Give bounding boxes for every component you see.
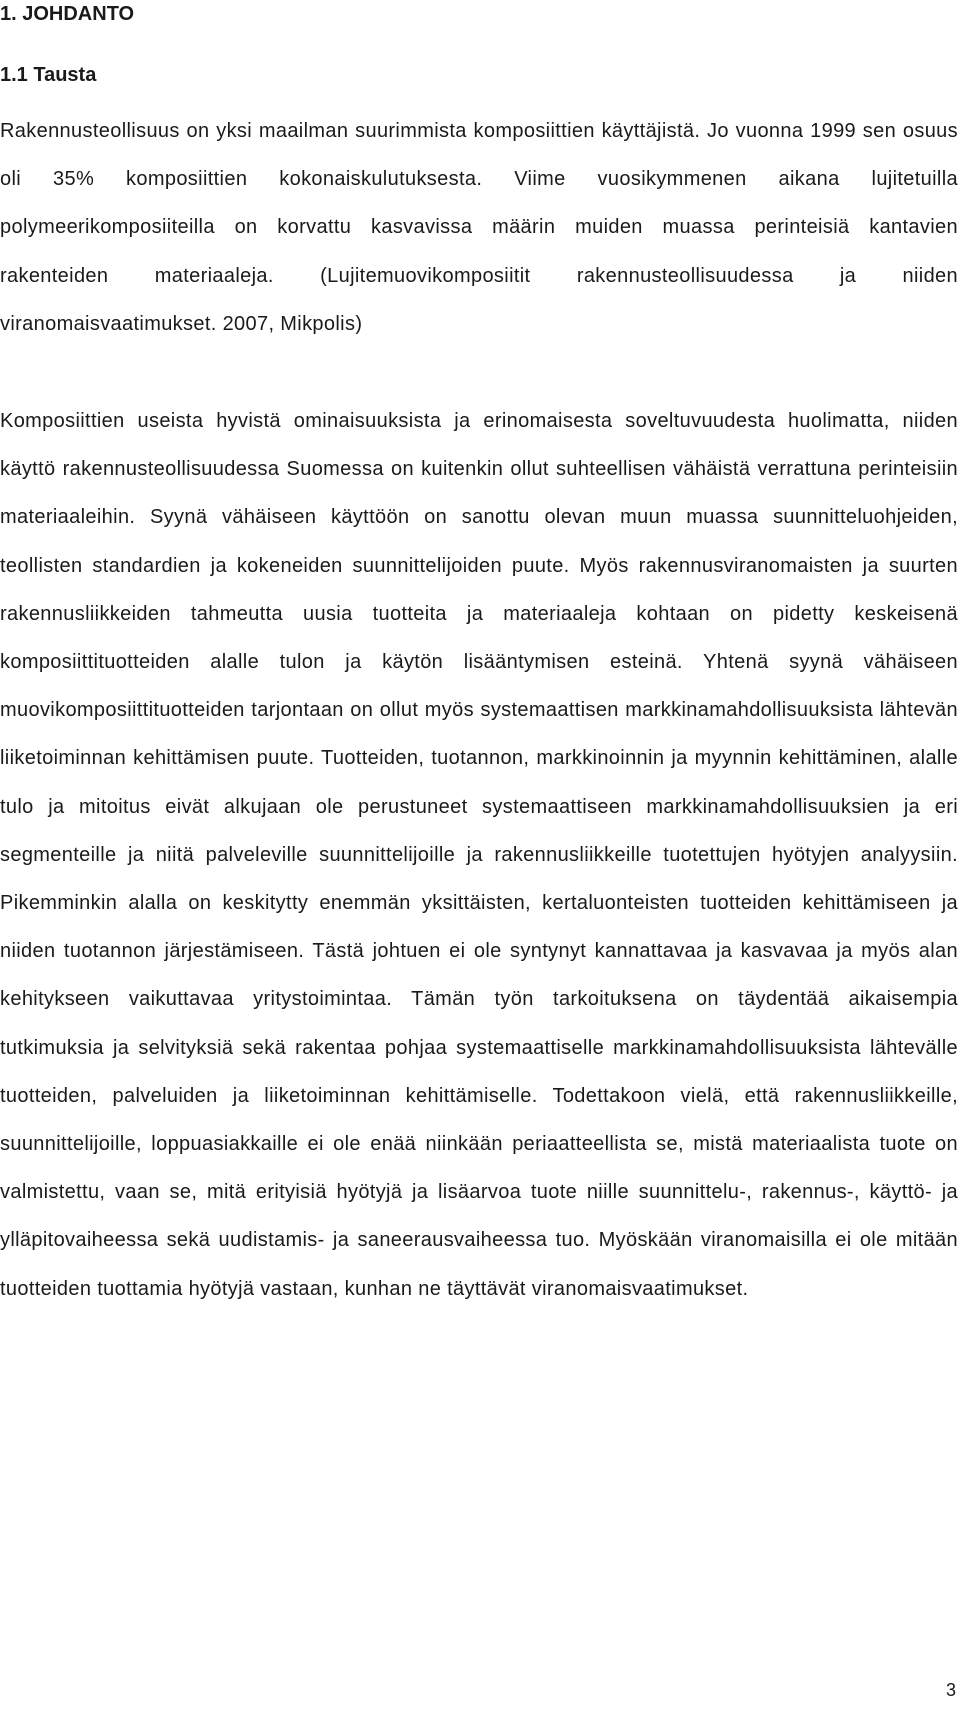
paragraph-1: Rakennusteollisuus on yksi maailman suurimmista komposiittien käyttäjistä. Jo vuonna 1999 sen osuus oli 35% komposiittien kokonaiskulutuksesta. Viime vuosikymmenen aikana lujitetuilla polymeerikomposiiteilla on korvattu kasvavissa määrin muiden muassa perinteisiä kantavien rakenteiden materiaaleja. (Lujitemuovikomposiitit rakennusteollisuudessa ja niiden viranomaisvaatimukset. 2007, Mikpolis)	[0, 120, 958, 335]
chapter-heading: 1. JOHDANTO	[0, 3, 135, 25]
page-number: 3	[945, 1680, 956, 1700]
section-heading: 1.1 Tausta	[0, 64, 97, 86]
paragraph-2: Komposiittien useista hyvistä ominaisuuksista ja erinomaisesta soveltuvuudesta huolimatta, niiden käyttö rakennusteollisuudessa Suomessa on kuitenkin ollut suhteellisen vähäistä verrattuna perinteisiin materiaaleihin. Syynä vähäiseen käyttöön on sanottu olevan muun muassa suunnitteluohjeiden, teollisten standardien ja kokeneiden suunnittelijoiden puute. Myös rakennusviranomaisten ja suurten rakennusliikkeiden tahmeutta uusia tuotteita ja materiaaleja kohtaan on pidetty keskeisenä komposiittituotteiden alalle tulon ja käytön lisääntymisen esteinä. Yhtenä syynä vähäiseen muovikomposiittituotteiden tarjontaan on ollut myös systemaattisen markkinamahdollisuuksista lähtevän liiketoiminnan kehittämisen puute. Tuotteiden, tuotannon, markkinoinnin ja myynnin kehittäminen, alalle tulo ja mitoitus eivät alkujaan ole perustuneet systemaattiseen markkinamahdollisuuksien ja eri segmenteille ja niitä palveleville suunnittelijoille ja rakennusliikkeille tuotettujen hyötyjen analyysiin. Pikemminkin alalla on keskitytty enemmän yksittäisten, kertaluonteisten tuotteiden kehittämiseen ja niiden tuotannon järjestämiseen. Tästä johtuen ei ole syntynyt kannattavaa ja kasvavaa ja myös alan kehitykseen vaikuttavaa yritystoimintaa. Tämän työn tarkoituksena on täydentää aikaisempia tutkimuksia ja selvityksiä sekä rakentaa pohjaa systemaattiselle markkinamahdollisuuksista lähtevälle tuotteiden, palveluiden ja liiketoiminnan kehittämiselle. Todettakoon vielä, että rakennusliikkeille, suunnittelijoille, loppuasiakkaille ei ole enää niinkään periaatteellista se, mistä materiaalista tuote on valmistettu, vaan se, mitä erityisiä hyötyjä ja lisäarvoa tuote niille suunnittelu-, rakennus-, käyttö- ja ylläpitovaiheessa sekä uudistamis- ja saneerausvaiheessa tuo. Myöskään viranomaisilla ei ole mitään tuotteiden tuottamia hyötyjä vastaan, kunhan ne täyttävät viranomaisvaatimukset.	[0, 410, 958, 1300]
